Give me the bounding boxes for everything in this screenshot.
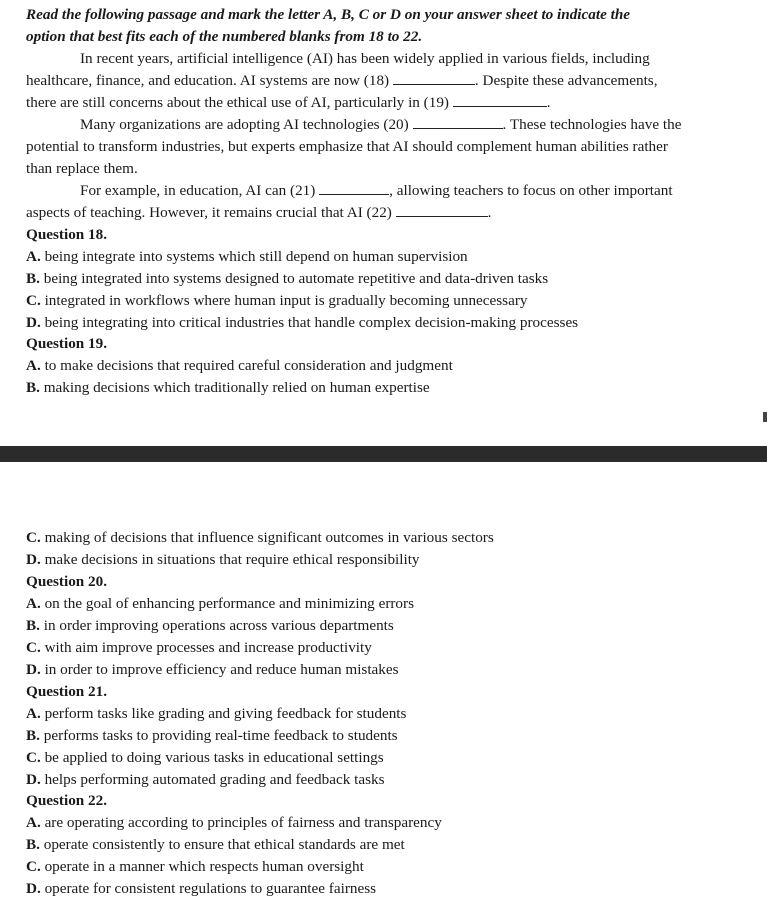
question-22-option-c[interactable] <box>26 858 364 876</box>
question-18-option-a[interactable] <box>26 248 468 266</box>
option-text: performs tasks to providing real-time feedback to students <box>43 727 398 744</box>
option-text: making of decisions that influence significant outcomes in various sectors <box>44 529 494 546</box>
page-divider <box>0 446 767 462</box>
question-20-option-b[interactable] <box>26 617 394 635</box>
question-22-option-b[interactable] <box>26 836 405 854</box>
option-text: helps performing automated grading and feedback tasks <box>44 771 385 788</box>
passage-text: For example, in education, AI can (21) <box>80 182 316 199</box>
question-20-title: Question 20. <box>26 573 108 590</box>
option-text: be applied to doing various tasks in educational settings <box>44 749 384 766</box>
option-letter: B. <box>26 617 40 634</box>
option-text: to make decisions that required careful consideration and judgment <box>44 357 453 374</box>
passage-p1-line-3 <box>26 94 551 112</box>
passage-p2-line-1 <box>80 116 681 134</box>
passage-p2-line-2: potential to transform industries, but experts emphasize that AI should complement human abilities rather <box>26 138 668 155</box>
option-letter: B. <box>26 836 40 853</box>
passage-text: healthcare, finance, and education. AI systems are now (18) <box>26 72 390 89</box>
option-text: in order to improve efficiency and reduce human mistakes <box>44 661 399 678</box>
passage-p3-line-1 <box>80 182 673 200</box>
passage-text: aspects of teaching. However, it remains crucial that AI (22) <box>26 204 392 221</box>
option-text: make decisions in situations that require ethical responsibility <box>44 551 420 568</box>
blank-19 <box>453 94 547 107</box>
passage-text: . <box>546 94 551 111</box>
option-text: making decisions which traditionally relied on human expertise <box>43 379 430 396</box>
passage-text: there are still concerns about the ethical use of AI, particularly in (19) <box>26 94 449 111</box>
question-18-title: Question 18. <box>26 226 108 243</box>
passage-text: . These technologies have the <box>502 116 682 133</box>
question-20-option-a[interactable] <box>26 595 414 613</box>
question-22-option-d[interactable] <box>26 880 376 898</box>
question-21-title: Question 21. <box>26 683 108 700</box>
passage-p2-line-3: than replace them. <box>26 160 138 177</box>
option-text: with aim improve processes and increase productivity <box>44 639 372 656</box>
option-letter: A. <box>26 705 41 722</box>
passage-p1-line-1: In recent years, artificial intelligence (AI) has been widely applied in various fields, including <box>80 50 650 67</box>
question-19-title: Question 19. <box>26 335 108 352</box>
option-letter: A. <box>26 248 41 265</box>
option-letter: B. <box>26 727 40 744</box>
option-text: on the goal of enhancing performance and minimizing errors <box>44 595 414 612</box>
instruction-line-2: option that best fits each of the numbered blanks from 18 to 22. <box>26 28 423 45</box>
option-text: in order improving operations across various departments <box>43 617 394 634</box>
option-letter: A. <box>26 595 41 612</box>
option-letter: C. <box>26 292 41 309</box>
question-18-option-d[interactable] <box>26 314 578 332</box>
passage-text: , allowing teachers to focus on other important <box>389 182 673 199</box>
option-text: being integrated into systems designed to automate repetitive and data-driven tasks <box>43 270 549 287</box>
option-letter: D. <box>26 771 41 788</box>
option-text: integrated in workflows where human input is gradually becoming unnecessary <box>44 292 528 309</box>
option-letter: D. <box>26 880 41 897</box>
option-letter: B. <box>26 379 40 396</box>
question-21-option-d[interactable] <box>26 771 384 789</box>
blank-22 <box>396 204 488 217</box>
question-21-option-a[interactable] <box>26 705 406 723</box>
passage-text: . <box>487 204 492 221</box>
option-text: are operating according to principles of fairness and transparency <box>44 814 442 831</box>
question-20-option-d[interactable] <box>26 661 399 679</box>
option-letter: A. <box>26 814 41 831</box>
question-22-option-a[interactable] <box>26 814 442 832</box>
option-text: being integrate into systems which still depend on human supervision <box>44 248 468 265</box>
option-letter: C. <box>26 858 41 875</box>
question-19-option-d[interactable] <box>26 551 420 569</box>
option-letter: C. <box>26 529 41 546</box>
question-19-option-b[interactable] <box>26 379 430 397</box>
passage-text: Many organizations are adopting AI technologies (20) <box>80 116 409 133</box>
blank-21 <box>319 182 389 195</box>
question-22-title: Question 22. <box>26 792 108 809</box>
passage-p3-line-2 <box>26 204 491 222</box>
option-text: being integrating into critical industries that handle complex decision-making processes <box>44 314 579 331</box>
question-18-option-c[interactable] <box>26 292 527 310</box>
question-21-option-b[interactable] <box>26 727 398 745</box>
option-text: operate in a manner which respects human oversight <box>44 858 364 875</box>
edge-mark <box>763 412 767 422</box>
option-text: operate consistently to ensure that ethical standards are met <box>43 836 405 853</box>
option-letter: A. <box>26 357 41 374</box>
blank-20 <box>413 116 503 129</box>
passage-text: . Despite these advancements, <box>474 72 658 89</box>
option-letter: D. <box>26 314 41 331</box>
option-letter: D. <box>26 551 41 568</box>
question-18-option-b[interactable] <box>26 270 548 288</box>
option-letter: D. <box>26 661 41 678</box>
option-letter: C. <box>26 749 41 766</box>
option-letter: B. <box>26 270 40 287</box>
option-text: operate for consistent regulations to guarantee fairness <box>44 880 377 897</box>
question-19-option-a[interactable] <box>26 357 453 375</box>
option-letter: C. <box>26 639 41 656</box>
blank-18 <box>393 72 475 85</box>
instruction-line-1: Read the following passage and mark the letter A, B, C or D on your answer sheet to indicate the <box>26 6 631 23</box>
question-20-option-c[interactable] <box>26 639 372 657</box>
question-19-option-c[interactable] <box>26 529 494 547</box>
passage-p1-line-2 <box>26 72 658 90</box>
question-21-option-c[interactable] <box>26 749 384 767</box>
option-text: perform tasks like grading and giving feedback for students <box>44 705 407 722</box>
